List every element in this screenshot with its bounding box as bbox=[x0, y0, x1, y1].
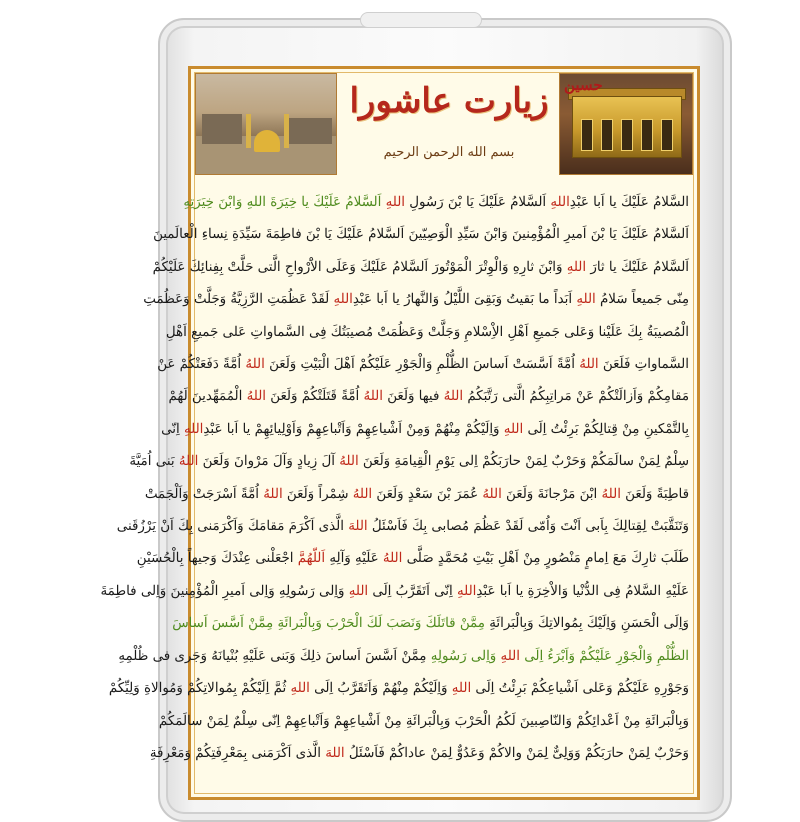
text-segment: ثُمَّ اِلَيْكُمْ بِمُوالاتِكُمْ وَمُوالاةِ وَلِيِّكُمْ bbox=[108, 681, 291, 697]
text-segment: بَنى اُمَيَّةَ bbox=[129, 454, 179, 470]
text-segment: اُمَّةً اَسَّسَتْ اَساسَ الظُّلْمِ وَالْجَوْرِ عَلَيْكُمْ اَهْلَ الْبَيْتِ وَلَعَنَ bbox=[264, 357, 580, 373]
text-line bbox=[168, 381, 689, 413]
text-segment: اللهِ bbox=[183, 421, 204, 437]
text-line bbox=[116, 511, 689, 543]
text-segment: اللهُ bbox=[579, 357, 599, 373]
text-segment: اَلسَّلامُ عَلَيْكَ يَا بْنَ رَسُولِ bbox=[405, 195, 551, 210]
text-segment: عُمَرَ بْنَ سَعْدٍ وَلَعَنَ bbox=[372, 486, 483, 502]
text-segment: وَاِلَيْكُمْ مِنْهُمْ وَمِنْ اَشْياعِهِمْ وَاَتْباعِهِمْ وَاَوْلِيائِهِمْ يا اَبا عَبْدِ bbox=[203, 421, 504, 437]
ziyarat-text bbox=[100, 187, 689, 791]
text-segment: اُمَّةً قَتَلَتْكُمْ وَلَعَنَ bbox=[266, 389, 364, 405]
text-line bbox=[144, 479, 689, 511]
text-segment: آلَ زِيادٍ وَآلَ مَرْوانَ وَلَعَنَ bbox=[198, 454, 340, 470]
text-segment: اللهَ bbox=[325, 745, 345, 761]
prayer-card bbox=[100, 66, 700, 800]
text-line bbox=[108, 673, 689, 705]
text-segment: فيها وَلَعَنَ bbox=[382, 389, 444, 405]
shrine-window bbox=[581, 119, 593, 151]
text-segment: لَقَدْ عَظُمَتِ الرَّزِيَّةُ وَجَلَّتْ وَعَظُمَتِ bbox=[143, 292, 334, 308]
text-segment: عَلَيْهِ وَآلِهِ bbox=[325, 551, 383, 567]
text-segment: وَاِلى رَسُولِهِ وَاِلى اَميرِ الْمُؤْمِنينَ وَاِلى فاطِمَةَ bbox=[100, 583, 349, 599]
text-segment: اللهُ bbox=[601, 486, 621, 502]
text-line bbox=[153, 219, 689, 251]
text-segment: اللهِ bbox=[500, 648, 520, 664]
text-segment: الْمُمَهِّدينَ لَهُمْ bbox=[168, 389, 247, 405]
text-segment: وَاِلَى الْحَسَنِ وَاِلَيْكَ بِمُوالاتِكَ وَبِالْبَرائَةِ bbox=[484, 616, 689, 632]
text-segment: اللهُ bbox=[245, 357, 265, 373]
text-segment: اللهُ bbox=[443, 389, 464, 405]
text-line bbox=[157, 349, 689, 381]
text-segment: وَحَرْبٌ لِمَنْ حارَبَكُمْ وَوَلِىٌّ لِمَنْ والاكُمْ وَعَدُوٌّ لِمَنْ عاداكُمْ فَاَسْئَلُ bbox=[344, 745, 689, 761]
text-segment: اِنّى bbox=[161, 421, 184, 437]
text-line bbox=[165, 317, 689, 349]
text-segment: اللهُ bbox=[246, 389, 267, 405]
text-line bbox=[183, 187, 689, 219]
text-segment: الْمُصيبَةُ بِكَ عَلَيْنا وَعَلى جَميعِ اَهْلِ الاِْسْلامِ وَجَلَّتْ وَعَظُمَتْ مُصيبَتُكَ فِى السَّماواتِ عَلى جَميعِ اَهْلِ bbox=[165, 324, 689, 340]
text-line bbox=[161, 414, 689, 446]
text-segment: اللهُ bbox=[482, 486, 502, 502]
text-segment: اللهُ bbox=[178, 454, 199, 470]
building-block bbox=[202, 114, 242, 144]
text-segment: اللهِ bbox=[503, 421, 524, 437]
text-segment: وَجَوْرِهِ عَلَيْكُمْ وَعَلى اَشْياعِكُمْ بَرِئْتُ اِلَى bbox=[471, 681, 689, 697]
sleeve-notch bbox=[360, 12, 482, 28]
text-segment: اللهَ bbox=[348, 519, 368, 535]
text-segment: اللهِ bbox=[451, 681, 472, 697]
text-segment: الَّذى اَكْرَمَنى بِمَعْرِفَتِكُمْ وَمَعْرِفَةِ bbox=[149, 745, 326, 761]
shrine-label: حسين bbox=[564, 76, 603, 94]
text-segment: وَاِلى رَسُولِهِ bbox=[430, 648, 501, 664]
basmala: بسم الله الرحمن الرحيم bbox=[383, 145, 515, 160]
text-segment: اِنّى اَتَقَرَّبُ اِلَى bbox=[368, 583, 457, 599]
golden-shrine bbox=[572, 96, 682, 158]
text-segment: اللهُ bbox=[263, 486, 283, 502]
shrine-window bbox=[601, 119, 613, 151]
text-segment: اَلسَّلامُ عَلَيْكَ يا خِيَرَةَ اللهِ وَابْنَ خِيَرَتِهِ bbox=[183, 195, 386, 210]
text-line bbox=[143, 284, 689, 316]
text-segment: اَللّهُمَّ bbox=[297, 551, 326, 567]
text-segment: مِمَّنْ اَسَّسَ اَساسَ ذلِكَ وَبَنى عَلَيْهِ بُنْيانَهُ وَجَرى فى ظُلْمِهِ bbox=[118, 648, 431, 664]
text-segment: السَّلامُ عَلَيْكَ يا اَبا عَبْدِ bbox=[569, 195, 689, 210]
text-segment: اَلسَّلامُ عَلَيْكَ يَا بْنَ اَميرِ الْمُؤْمِنينَ وَابْنَ سَيِّدِ الْوَصِيّينَ اَلسَّلامُ عَلَيْكَ يَا بْنَ فاطِمَةَ سَيِّدَةِ نِساءِ الْعالَمينَ bbox=[153, 227, 689, 243]
text-segment: اللهِ bbox=[566, 259, 587, 275]
text-segment: الَّذى اَكْرَمَ مَقامَكَ وَاَكْرَمَنى بِكَ اَنْ يَرْزُقَنى bbox=[116, 519, 349, 535]
text-segment: اللهُ bbox=[382, 551, 403, 567]
text-segment: عَلَيْهِ السَّلامُ فِى الدُّنْيا وَالاْخِرَةِ يا اَبا عَبْدِ bbox=[476, 583, 689, 599]
text-segment: وَتَنَقَّبَتْ لِقِتالِكَ بِاَبى اَنْتَ وَاُمّى لَقَدْ عَظُمَ مُصابى بِكَ فَاَسْئَلُ bbox=[367, 519, 689, 535]
text-segment: مِنّى جَميعاً سَلامُ bbox=[595, 292, 689, 308]
text-segment: وَابْنَ ثارِهِ وَالْوِتْرَ الْمَوْتُورَ اَلسَّلامُ عَلَيْكَ وَعَلَى الاَْرْواحِ الَّتى حَلَّتْ بِفِنائِكَ عَلَيْكُمْ bbox=[152, 259, 567, 275]
text-segment: طَلَبَ ثارِكَ مَعَ اِمامٍ مَنْصُورٍ مِنْ اَهْلِ بَيْتِ مُحَمَّدٍ صَلَّى bbox=[402, 551, 689, 567]
text-segment: سِلْمٌ لِمَنْ سالَمَكُمْ وَحَرْبٌ لِمَنْ حارَبَكُمْ اِلى يَوْمِ الْقِيامَةِ وَلَعَنَ bbox=[358, 454, 689, 470]
text-segment: قاطِبَةً وَلَعَنَ bbox=[620, 486, 689, 502]
shrine-interior-photo bbox=[559, 73, 693, 175]
text-segment: اللهِ bbox=[290, 681, 310, 697]
text-line bbox=[136, 543, 689, 575]
shrine-window bbox=[641, 119, 653, 151]
minaret bbox=[246, 114, 251, 148]
shrine-aerial-photo bbox=[195, 73, 337, 175]
text-segment: اللهُ bbox=[352, 486, 373, 502]
text-segment: السَّماواتِ فَلَعَنَ bbox=[598, 357, 689, 373]
text-segment: اللهِ bbox=[333, 292, 353, 308]
text-segment: اللهُ bbox=[363, 389, 383, 405]
text-line bbox=[158, 706, 689, 738]
shrine-window bbox=[661, 119, 673, 151]
text-segment: وَاِلَيْكُمْ مِنْهُمْ وَاَتَقَرَّبُ اِلَى bbox=[309, 681, 452, 697]
text-line bbox=[100, 576, 689, 608]
text-segment: اللهِ bbox=[550, 195, 570, 210]
building-block bbox=[288, 118, 332, 144]
card-title: زيارت عاشورا bbox=[349, 81, 549, 121]
minaret bbox=[284, 114, 289, 148]
text-segment: اُمَّةً دَفَعَتْكُمْ عَنْ bbox=[157, 357, 246, 373]
text-segment: اَلسَّلامُ عَلَيْكَ يا ثارَ bbox=[586, 259, 689, 275]
text-segment: بِالتَّمْكينِ مِنْ قِتالِكُمْ بَرِئْتُ اِلَى bbox=[523, 421, 689, 437]
text-segment: اجْعَلْنى عِنْدَكَ وَجيهاً بِالْحُسَيْنِ bbox=[136, 551, 298, 567]
text-segment: اللهِ bbox=[385, 195, 405, 210]
text-segment: الظُّلْمِ وَالْجَوْرِ عَلَيْكُمْ وَاَبْرَءُ اِلَى bbox=[519, 648, 689, 664]
text-segment: مَقامِكُمْ وَاَزالَتْكُمْ عَنْ مَراتِبِكُمُ الَّتى رَتَّبَكُمُ bbox=[463, 389, 689, 405]
golden-dome bbox=[254, 130, 280, 152]
text-segment: وَبِالْبَرائَةِ مِنْ اَعْدائِكُمْ وَالنّاصِبينَ لَكُمُ الْحَرْبَ وَبِالْبَرائَةِ مِنْ اَشْياعِهِمْ وَاَتْباعِهِمْ اِنّى سِلْمٌ لِمَنْ سالَمَكُمْ bbox=[158, 713, 689, 729]
text-segment: ابْنَ مَرْجانَةَ وَلَعَنَ bbox=[501, 486, 602, 502]
text-line bbox=[152, 252, 689, 284]
card-header bbox=[195, 73, 693, 193]
text-segment: اللهِ bbox=[348, 583, 369, 599]
text-segment: اللهِ bbox=[456, 583, 477, 599]
text-segment: شِمْراً وَلَعَنَ bbox=[282, 486, 353, 502]
text-segment: مِمَّنْ قاتَلَكَ وَنَصَبَ لَكَ الْحَرْبَ وَبِالْبَرائَةِ مِمَّنْ اَسَّسَ اَساسَ bbox=[172, 616, 485, 632]
shrine-window bbox=[621, 119, 633, 151]
text-segment: اُمَّةً اَسْرَجَتْ وَاَلْجَمَتْ bbox=[144, 486, 264, 502]
text-line bbox=[149, 738, 689, 770]
text-segment: اللهِ bbox=[576, 292, 596, 308]
text-line bbox=[129, 446, 689, 478]
text-segment: اللهُ bbox=[339, 454, 359, 470]
text-line bbox=[172, 608, 689, 640]
text-segment: اَبَداً ما بَقيتُ وَبَقِىَ اللَّيْلُ وَالنَّهارُ يا اَبا عَبْدِ bbox=[352, 292, 577, 308]
text-line bbox=[118, 641, 689, 673]
